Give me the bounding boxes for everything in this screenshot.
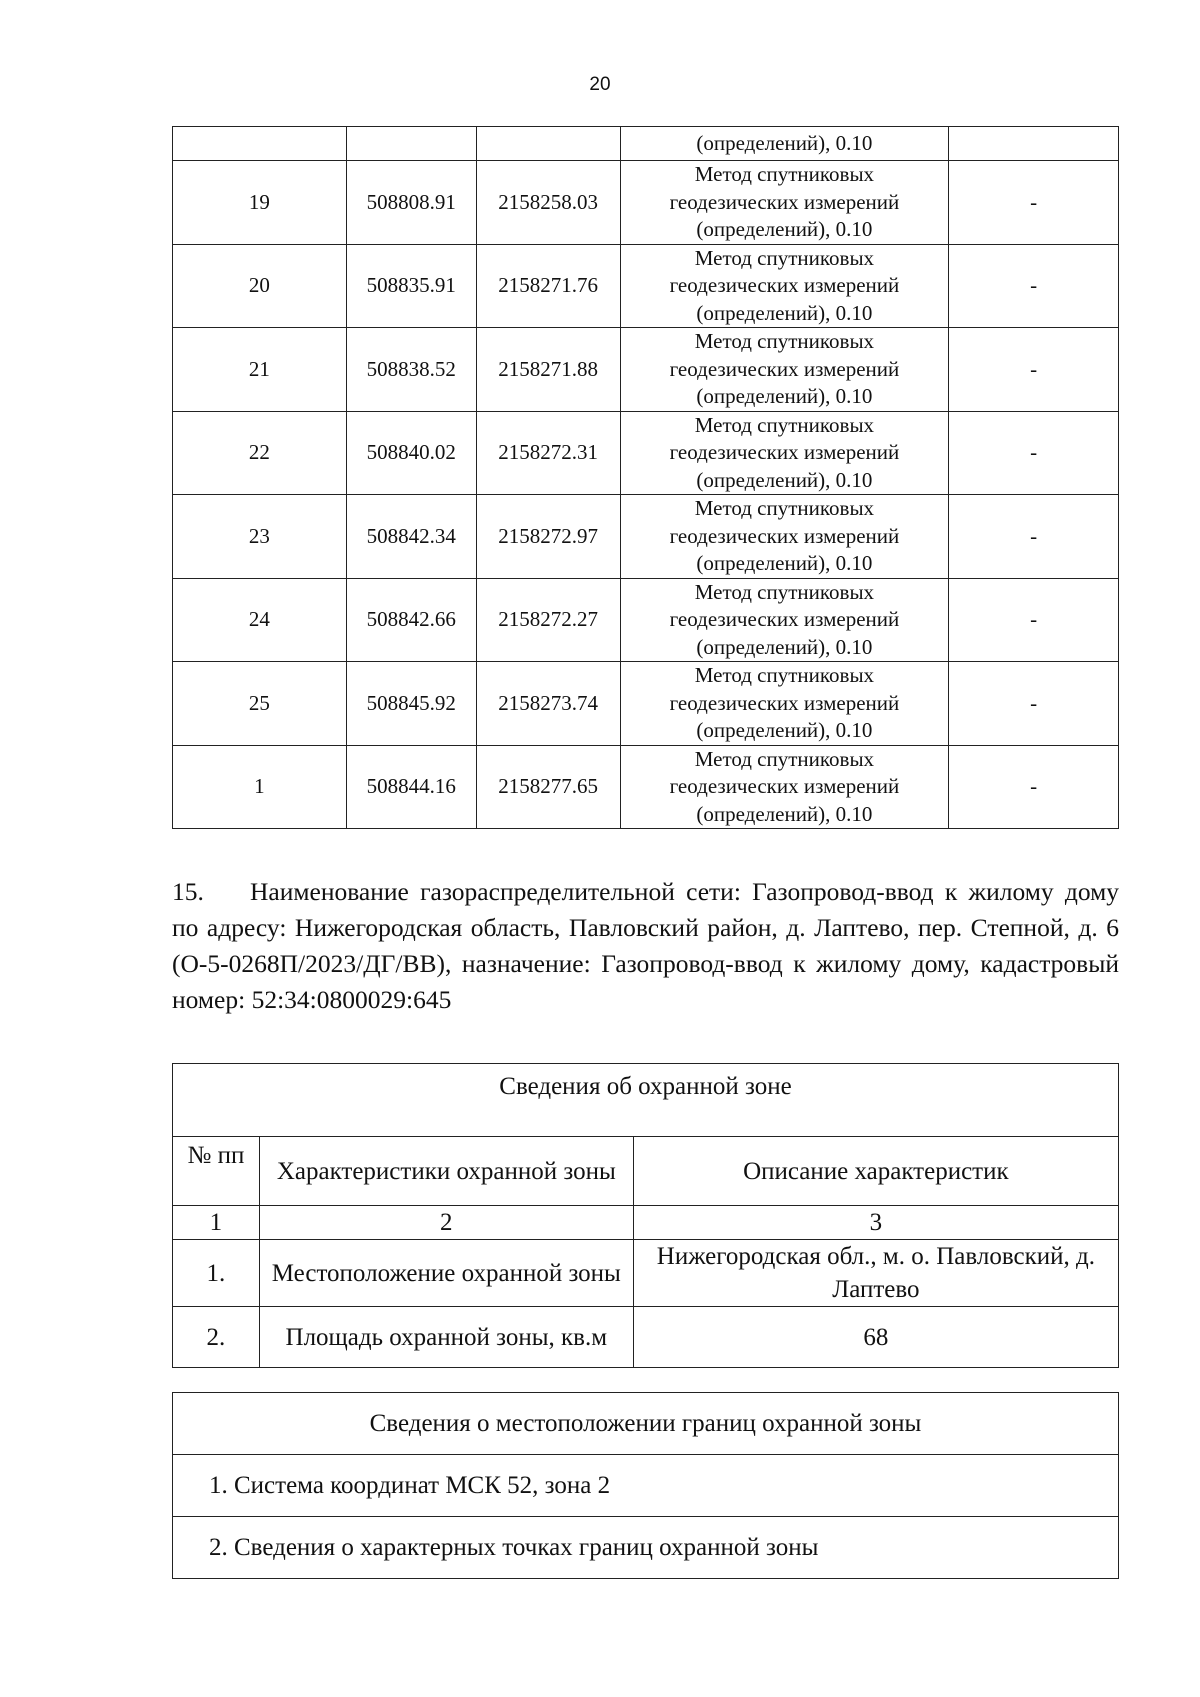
x-coordinate-cell: 508808.91 bbox=[346, 161, 476, 245]
method-cell bbox=[620, 662, 949, 746]
header-number: № пп bbox=[173, 1137, 260, 1206]
point-number-cell: 21 bbox=[173, 328, 347, 412]
y-coordinate-cell: 2158258.03 bbox=[476, 161, 620, 245]
method-line: (определений), 0.10 bbox=[696, 300, 873, 325]
y-coordinate-cell: 2158273.74 bbox=[476, 662, 620, 746]
table-row bbox=[173, 1307, 1119, 1368]
method-line: геодезических измерений bbox=[669, 523, 900, 548]
y-coordinate-cell: 2158272.27 bbox=[476, 578, 620, 662]
point-number-cell: 20 bbox=[173, 244, 347, 328]
extra-cell: - bbox=[949, 244, 1119, 328]
boundaries-title: Сведения о местоположении границ охранной зоны bbox=[173, 1393, 1119, 1455]
extra-cell: - bbox=[949, 411, 1119, 495]
method-line: геодезических измерений bbox=[669, 440, 900, 464]
y-coordinate-cell: 2158271.88 bbox=[476, 328, 620, 412]
method-line: геодезических измерений bbox=[669, 607, 900, 631]
method-cell bbox=[620, 495, 949, 579]
table-cell bbox=[173, 127, 347, 161]
y-coordinate-cell: 2158272.97 bbox=[476, 495, 620, 579]
y-coordinate-cell: 2158277.65 bbox=[476, 745, 620, 829]
method-line: Метод спутниковых bbox=[694, 329, 875, 353]
x-coordinate-cell: 508842.66 bbox=[346, 578, 476, 662]
zone-table-index-row bbox=[173, 1206, 1119, 1240]
method-line: геодезических измерений bbox=[669, 774, 900, 798]
method-line: Метод спутниковых bbox=[694, 746, 875, 771]
row-number: 2. bbox=[173, 1307, 260, 1368]
protection-zone-table bbox=[172, 1063, 1119, 1368]
table-row-continuation bbox=[173, 127, 1119, 161]
x-coordinate-cell: 508842.34 bbox=[346, 495, 476, 579]
method-cell bbox=[620, 578, 949, 662]
table-row bbox=[173, 1517, 1119, 1579]
method-line: Метод спутниковых bbox=[694, 412, 875, 437]
method-cell bbox=[620, 161, 949, 245]
method-line: (определений), 0.10 bbox=[696, 801, 873, 826]
method-line: Метод спутниковых bbox=[694, 579, 875, 604]
row-number: 1. bbox=[173, 1240, 260, 1307]
row-description: Нижегородская обл., м. о. Павловский, д. Лаптево bbox=[633, 1240, 1118, 1307]
method-line: (определений), 0.10 bbox=[696, 634, 873, 659]
method-cell bbox=[620, 745, 949, 829]
method-line: Метод спутниковых bbox=[694, 162, 875, 186]
point-number-cell: 22 bbox=[173, 411, 347, 495]
method-line: (определений), 0.10 bbox=[696, 217, 873, 241]
extra-cell: - bbox=[949, 578, 1119, 662]
table-row bbox=[173, 244, 1119, 328]
row-description: 68 bbox=[633, 1307, 1118, 1368]
extra-cell: - bbox=[949, 662, 1119, 746]
table-cell bbox=[949, 127, 1119, 161]
y-coordinate-cell: 2158272.31 bbox=[476, 411, 620, 495]
method-cell bbox=[620, 244, 949, 328]
table-cell bbox=[346, 127, 476, 161]
table-row bbox=[173, 161, 1119, 245]
zone-table-header-row bbox=[173, 1137, 1119, 1206]
point-number-cell: 24 bbox=[173, 578, 347, 662]
zone-table-title: Сведения об охранной зоне bbox=[173, 1064, 1119, 1137]
table-row bbox=[173, 1455, 1119, 1517]
method-line: геодезических измерений bbox=[669, 273, 900, 297]
row-characteristic: Площадь охранной зоны, кв.м bbox=[259, 1307, 633, 1368]
table-row bbox=[173, 328, 1119, 412]
table-row bbox=[173, 745, 1119, 829]
method-line: (определений), 0.10 bbox=[696, 467, 873, 492]
page-number: 20 bbox=[589, 74, 611, 95]
table-row bbox=[173, 495, 1119, 579]
extra-cell: - bbox=[949, 745, 1119, 829]
method-line: Метод спутниковых bbox=[694, 496, 875, 520]
method-line: геодезических измерений bbox=[669, 189, 900, 214]
point-number-cell: 1 bbox=[173, 745, 347, 829]
x-coordinate-cell: 508840.02 bbox=[346, 411, 476, 495]
x-coordinate-cell: 508835.91 bbox=[346, 244, 476, 328]
extra-cell: - bbox=[949, 161, 1119, 245]
method-cell bbox=[620, 411, 949, 495]
method-line: геодезических измерений bbox=[669, 356, 900, 381]
point-number-cell: 19 bbox=[173, 161, 347, 245]
x-coordinate-cell: 508838.52 bbox=[346, 328, 476, 412]
zone-table-title-row bbox=[173, 1064, 1119, 1137]
section-paragraph bbox=[172, 874, 1119, 1018]
row-characteristic: Местоположение охранной зоны bbox=[259, 1240, 633, 1307]
y-coordinate-cell: 2158271.76 bbox=[476, 244, 620, 328]
table-row bbox=[173, 411, 1119, 495]
extra-cell: - bbox=[949, 495, 1119, 579]
index-cell: 2 bbox=[259, 1206, 633, 1240]
method-line: Метод спутниковых bbox=[694, 245, 875, 270]
coordinates-table bbox=[172, 126, 1119, 829]
point-number-cell: 23 bbox=[173, 495, 347, 579]
coordinate-system: 1. Система координат МСК 52, зона 2 bbox=[173, 1455, 1119, 1517]
section-number: 15. bbox=[172, 877, 204, 906]
header-description: Описание характеристик bbox=[633, 1137, 1118, 1206]
method-line: геодезических измерений bbox=[669, 690, 900, 715]
method-line: (определений), 0.10 bbox=[696, 551, 873, 575]
table-row bbox=[173, 662, 1119, 746]
x-coordinate-cell: 508845.92 bbox=[346, 662, 476, 746]
table-row bbox=[173, 1240, 1119, 1307]
header-characteristic: Характеристики охранной зоны bbox=[259, 1137, 633, 1206]
point-number-cell: 25 bbox=[173, 662, 347, 746]
characteristic-points: 2. Сведения о характерных точках границ охранной зоны bbox=[173, 1517, 1119, 1579]
method-line: Метод спутниковых bbox=[694, 663, 875, 687]
table-row bbox=[173, 578, 1119, 662]
method-line: (определений), 0.10 bbox=[696, 718, 873, 742]
method-cell: (определений), 0.10 bbox=[620, 127, 949, 161]
x-coordinate-cell: 508844.16 bbox=[346, 745, 476, 829]
section-text: Наименование газораспределительной сети: Газопровод-ввод к жилому дому по адресу: Нижегородская область, Павловский район, д. Лаптево, пер. Степной, д. 6 (О-5-0268П/2023/ДГ/ВВ), назначение: Газопровод-ввод к жилому дому, кадастровый номер: 52:34:0800029:645 bbox=[172, 877, 1119, 1014]
extra-cell: - bbox=[949, 328, 1119, 412]
table-cell bbox=[476, 127, 620, 161]
index-cell: 3 bbox=[633, 1206, 1118, 1240]
boundaries-table bbox=[172, 1392, 1119, 1579]
table-row bbox=[173, 1393, 1119, 1455]
method-cell bbox=[620, 328, 949, 412]
index-cell: 1 bbox=[173, 1206, 260, 1240]
method-line: (определений), 0.10 bbox=[696, 384, 873, 408]
